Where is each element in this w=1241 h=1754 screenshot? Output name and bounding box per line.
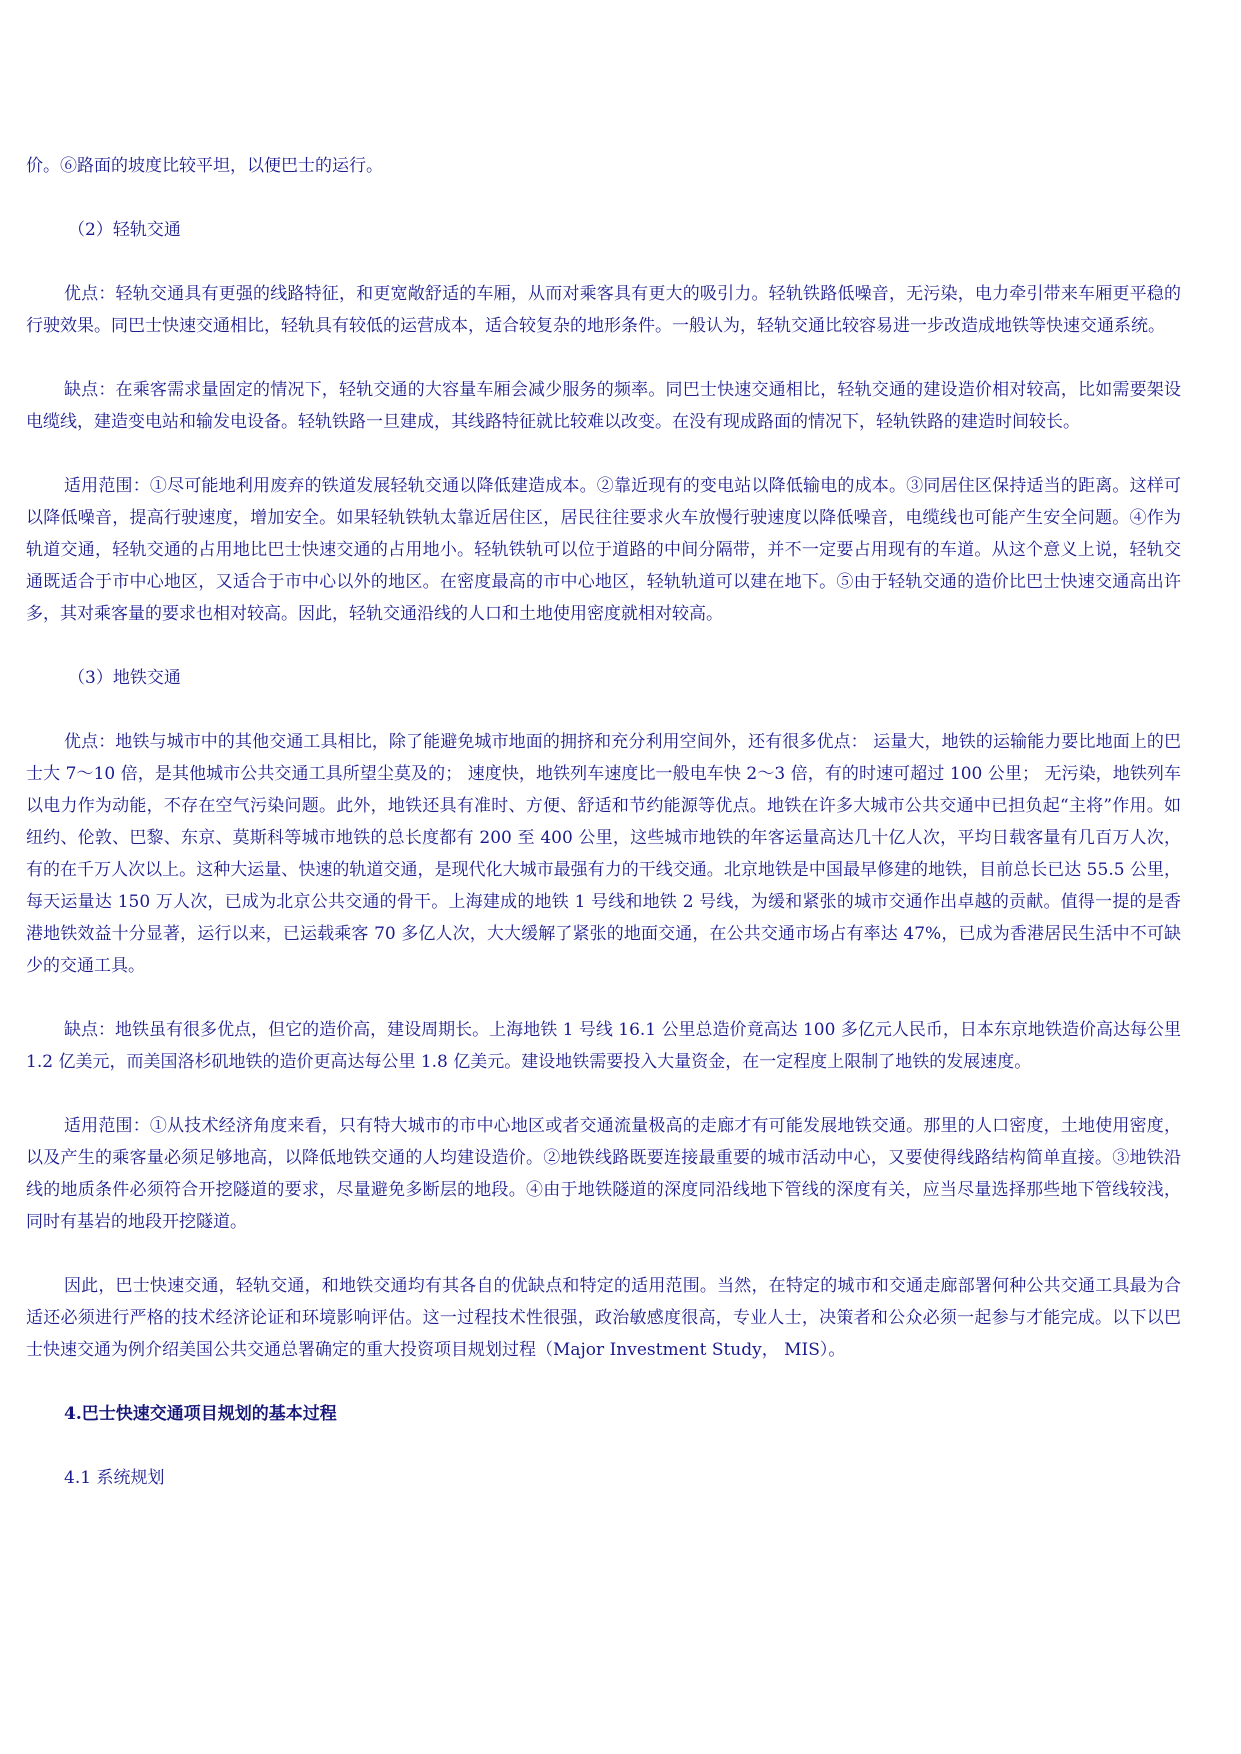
paragraph-light-rail-disadvantages: 缺点：在乘客需求量固定的情况下，轻轨交通的大容量车厢会减少服务的频率。同巴士快速交通相比，轻轨交通的建设造价相对较高，比如需要架设电缆线，建造变电站和输发电设备。轻轨铁路一旦建成，其线路特征就比较难以改变。在没有现成路面的情况下，轻轨铁路的建造时间较长。 — [26, 380, 1181, 432]
paragraph-continuation: 价。⑥路面的坡度比较平坦，以便巴士的运行。 — [26, 156, 383, 176]
heading-light-rail: （2）轻轨交通 — [68, 220, 181, 240]
paragraph-subway-scope: 适用范围：①从技术经济角度来看，只有特大城市的市中心地区或者交通流量极高的走廊才有可能发展地铁交通。那里的人口密度，土地使用密度，以及产生的乘客量必须足够地高，以降低地铁交通的人均建设造价。②地铁线路既要连接最重要的城市活动中心，又要使得线路结构简单直接。③地铁沿线的地质条件必须符合开挖隧道的要求，尽量避免多断层的地段。④由于地铁隧道的深度同沿线地下管线的深度有关，应当尽量选择那些地下管线较浅，同时有基岩的地段开挖隧道。 — [26, 1116, 1181, 1232]
heading-section-4: 4.巴士快速交通项目规划的基本过程 — [64, 1404, 337, 1424]
paragraph-subway-disadvantages: 缺点：地铁虽有很多优点，但它的造价高，建设周期长。上海地铁 1 号线 16.1 公里总造价竟高达 100 多亿元人民币，日本东京地铁造价高达每公里 1.2 亿美元，而美国洛杉矶地铁的造价更高达每公里 1.8 亿美元。建设地铁需要投入大量资金，在一定程度上限制了地铁的发展速度。 — [26, 1020, 1181, 1072]
heading-section-4-1: 4.1 系统规划 — [64, 1468, 165, 1488]
paragraph-subway-advantages: 优点：地铁与城市中的其他交通工具相比，除了能避免城市地面的拥挤和充分利用空间外，还有很多优点： 运量大，地铁的运输能力要比地面上的巴士大 7～10 倍，是其他城市公共交通工具所望尘莫及的； 速度快，地铁列车速度比一般电车快 2～3 倍，有的时速可超过 100 公里； 无污染，地铁列车以电力作为动能，不存在空气污染问题。此外，地铁还具有准时、方便、舒适和节约能源等优点。地铁在许多大城市公共交通中已担负起“主将”作用。如纽约、伦敦、巴黎、东京、莫斯科等城市地铁的总长度都有 200 至 400 公里，这些城市地铁的年客运量高达几十亿人次，平均日载客量有几百万人次，有的在千万人次以上。这种大运量、快速的轨道交通，是现代化大城市最强有力的干线交通。北京地铁是中国最早修建的地铁，目前总长已达 55.5 公里，每天运量达 150 万人次，已成为北京公共交通的骨干。上海建成的地铁 1 号线和地铁 2 号线，为缓和紧张的城市交通作出卓越的贡献。值得一提的是香港地铁效益十分显著，运行以来，已运载乘客 70 多亿人次，大大缓解了紧张的地面交通，在公共交通市场占有率达 47%，已成为香港居民生活中不可缺少的交通工具。 — [26, 732, 1181, 976]
paragraph-conclusion: 因此，巴士快速交通，轻轨交通，和地铁交通均有其各自的优缺点和特定的适用范围。当然，在特定的城市和交通走廊部署何种公共交通工具最为合适还必须进行严格的技术经济论证和环境影响评估。这一过程技术性很强，政治敏感度很高，专业人士，决策者和公众必须一起参与才能完成。以下以巴士快速交通为例介绍美国公共交通总署确定的重大投资项目规划过程（Major Investment Study， MIS）。 — [26, 1276, 1181, 1360]
paragraph-light-rail-advantages: 优点：轻轨交通具有更强的线路特征，和更宽敞舒适的车厢，从而对乘客具有更大的吸引力。轻轨铁路低噪音，无污染，电力牵引带来车厢更平稳的行驶效果。同巴士快速交通相比，轻轨具有较低的运营成本，适合较复杂的地形条件。一般认为，轻轨交通比较容易进一步改造成地铁等快速交通系统。 — [26, 284, 1181, 336]
paragraph-light-rail-scope: 适用范围：①尽可能地利用废弃的铁道发展轻轨交通以降低建造成本。②靠近现有的变电站以降低输电的成本。③同居住区保持适当的距离。这样可以降低噪音，提高行驶速度，增加安全。如果轻轨铁轨太靠近居住区，居民往往要求火车放慢行驶速度以降低噪音，电缆线也可能产生安全问题。④作为轨道交通，轻轨交通的占用地比巴士快速交通的占用地小。轻轨铁轨可以位于道路的中间分隔带，并不一定要占用现有的车道。从这个意义上说，轻轨交通既适合于市中心地区，又适合于市中心以外的地区。在密度最高的市中心地区，轻轨轨道可以建在地下。⑤由于轻轨交通的造价比巴士快速交通高出许多，其对乘客量的要求也相对较高。因此，轻轨交通沿线的人口和土地使用密度就相对较高。 — [26, 476, 1181, 624]
heading-subway: （3）地铁交通 — [68, 668, 181, 688]
